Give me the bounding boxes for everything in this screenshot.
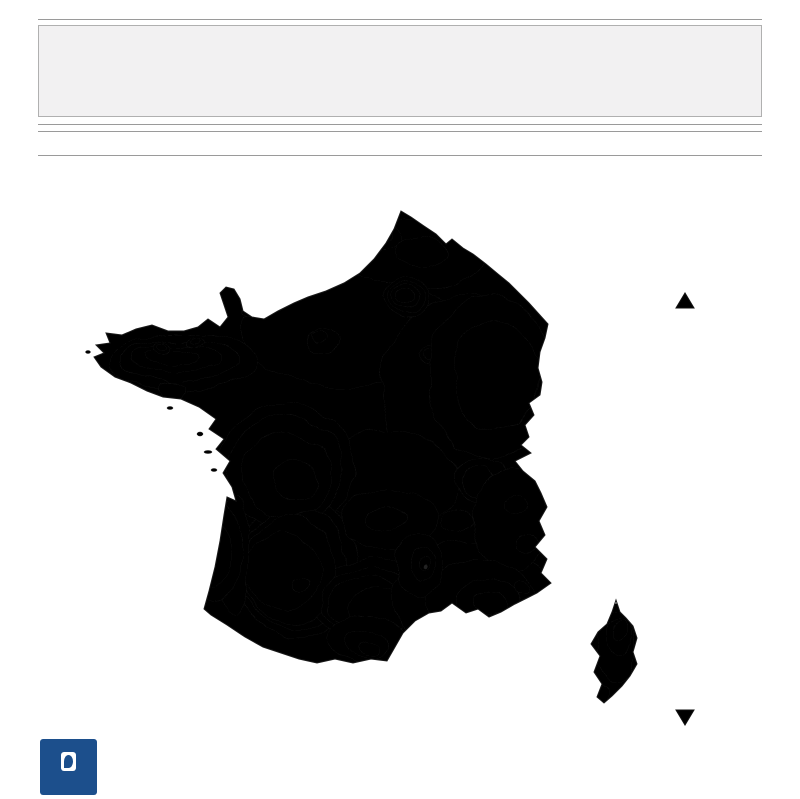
anomaly-region [144, 347, 200, 365]
anomaly-region [504, 492, 528, 512]
anomaly-region [157, 342, 167, 349]
anomaly-region [310, 332, 326, 344]
island [86, 351, 91, 354]
divider [38, 155, 762, 156]
anomaly-region [518, 537, 538, 555]
anomaly-region [245, 532, 321, 612]
divider [38, 19, 762, 20]
logo-glyph [64, 755, 73, 768]
anomaly-region [366, 506, 406, 530]
island [204, 451, 212, 454]
title-box [38, 25, 762, 117]
anomaly-region [158, 382, 186, 398]
anomaly-region [290, 577, 310, 593]
corsica-fills [584, 604, 644, 708]
scale-arrow-bottom [676, 710, 694, 725]
contour-maximum-dot [422, 562, 426, 566]
mainland-fills [60, 180, 590, 700]
anomaly-region [453, 321, 537, 431]
anomaly-region [514, 582, 530, 594]
anomaly-region [256, 311, 266, 318]
divider [38, 131, 762, 132]
anomaly-region [358, 641, 378, 655]
anomaly-region [394, 237, 446, 267]
anomaly-region [198, 517, 230, 589]
anomaly-region [245, 307, 255, 314]
divider [38, 124, 762, 125]
scale-arrow-top [676, 293, 694, 308]
anomaly-region [396, 288, 416, 304]
anomaly-region [342, 224, 402, 252]
island [167, 407, 173, 410]
island [211, 469, 217, 472]
anomaly-region [615, 623, 627, 639]
color-scale-legend [655, 280, 765, 740]
island [197, 432, 203, 436]
anomaly-region [192, 336, 200, 342]
anomaly-region [474, 468, 550, 572]
meteo-france-logo-icon [61, 752, 76, 771]
meteo-france-logo [40, 739, 97, 795]
